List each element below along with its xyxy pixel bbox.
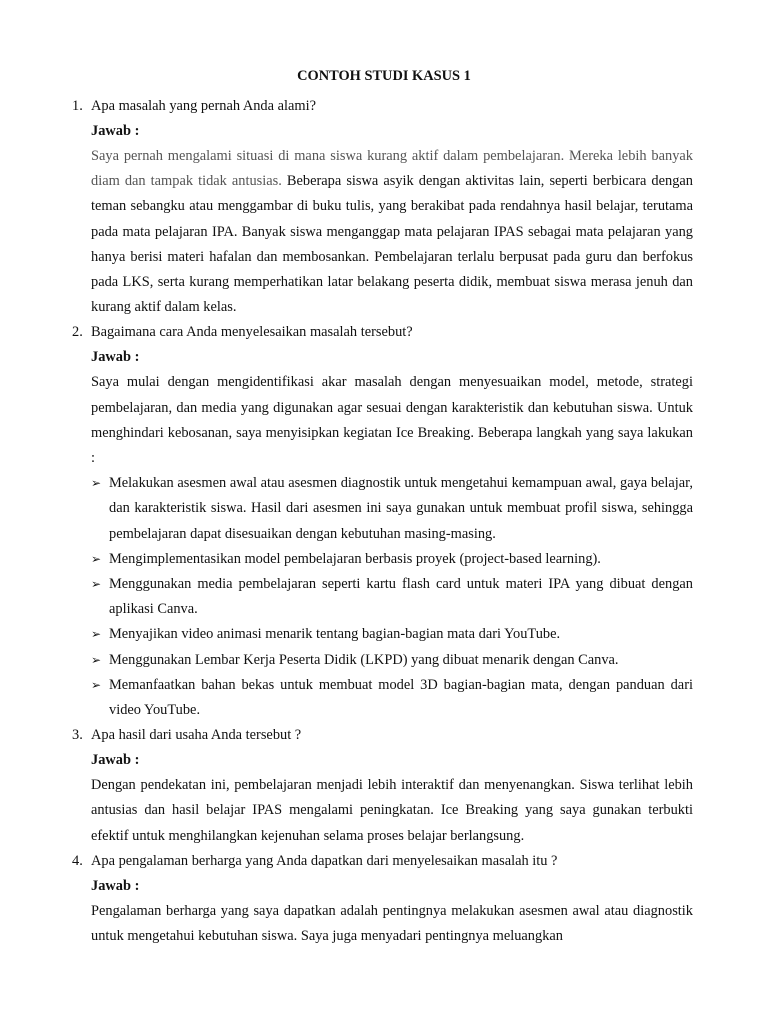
question-text: Apa hasil dari usaha Anda tersebut ? (91, 727, 302, 744)
answer-1 (0, 144, 693, 320)
list-item-text: Memanfaatkan bahan bekas untuk membuat model 3D bagian-bagian mata, dengan panduan dari video YouTube. (109, 676, 693, 719)
answer-3: Dengan pendekatan ini, pembelajaran menjadi lebih interaktif dan menyenangkan. Siswa terlihat lebih antusias dan hasil belajar IPAS mengalami peningkatan. Ice Breaking yang saya gunakan terbukti efektif untuk menghilangkan kejenuhan selama proses belajar berlangsung. (91, 777, 693, 844)
answer-1-body: Beberapa siswa asyik dengan aktivitas lain, seperti berbicara dengan teman sebangku atau menggambar di buku tulis, yang berakibat pada rendahnya hasil belajar, terutama pada mata pelajaran IPA. Banyak siswa menganggap mata pelajaran IPAS sebagai mata pelajaran yang hanya berisi materi hafalan dan membosankan. Pembelajaran terlalu berpusat pada guru dan berfokus pada LKS, serta kurang memperhatikan latar belakang peserta didik, membuat siswa merasa jenuh dan kurang aktif dalam kelas. (91, 173, 693, 316)
question-4 (0, 849, 693, 874)
document-content (0, 94, 768, 949)
arrow-bullet-icon: ➢ (91, 476, 102, 491)
list-item-text: Mengimplementasikan model pembelajaran berbasis proyek (project-based learning). (109, 550, 601, 567)
list-item-text: Menyajikan video animasi menarik tentang bagian-bagian mata dari YouTube. (109, 626, 561, 643)
question-text: Bagaimana cara Anda menyelesaikan masalah tersebut? (91, 324, 413, 341)
document-title: CONTOH STUDI KASUS 1 (297, 68, 471, 84)
answer-label: Jawab : (91, 877, 140, 894)
question-2 (0, 320, 693, 345)
list-item (0, 648, 693, 673)
question-number: 1. (72, 98, 83, 114)
answer-4: Pengalaman berharga yang saya dapatkan adalah pentingnya melakukan asesmen awal atau diagnostik untuk mengetahui kebutuhan siswa. Saya juga menyadari pentingnya meluangkan (91, 902, 693, 945)
list-item-text: Menggunakan Lembar Kerja Peserta Didik (LKPD) yang dibuat menarik dengan Canva. (109, 651, 619, 668)
question-number: 3. (72, 727, 83, 744)
list-item (0, 622, 693, 647)
question-text: Apa pengalaman berharga yang Anda dapatkan dari menyelesaikan masalah itu ? (91, 852, 558, 869)
answer-label: Jawab : (91, 123, 140, 139)
question-number: 4. (72, 852, 83, 869)
arrow-bullet-icon: ➢ (91, 677, 102, 692)
list-item-text: Melakukan asesmen awal atau asesmen diagnostik untuk mengetahui kemampuan awal, gaya belajar, dan karakteristik siswa. Hasil dari asesmen ini saya gunakan untuk membuat profil siswa, sehingga pembelajaran dapat disesuaikan dengan kebutuhan masing-masing. (109, 475, 693, 542)
steps-list (0, 471, 768, 723)
arrow-bullet-icon: ➢ (91, 551, 102, 566)
arrow-bullet-icon: ➢ (91, 577, 102, 592)
answer-label: Jawab : (91, 349, 140, 366)
question-text: Apa masalah yang pernah Anda alami? (91, 98, 316, 114)
list-item (0, 673, 693, 723)
question-3 (0, 723, 693, 748)
answer-1-intro: Saya pernah mengalami situasi di mana siswa kurang aktif dalam pembelajaran. Mereka lebih banyak diam dan tampak tidak antusias. (91, 148, 693, 190)
question-1 (0, 94, 693, 119)
list-item-text: Menggunakan media pembelajaran seperti kartu flash card untuk materi IPA yang dibuat dengan aplikasi Canva. (109, 576, 693, 618)
list-item (0, 572, 693, 622)
arrow-bullet-icon: ➢ (91, 627, 102, 642)
arrow-bullet-icon: ➢ (91, 652, 102, 667)
list-item (0, 547, 693, 572)
list-item (0, 471, 693, 547)
answer-label: Jawab : (91, 752, 140, 769)
answer-2: Saya mulai dengan mengidentifikasi akar masalah dengan menyesuaikan model, metode, strategi pembelajaran, dan media yang digunakan agar sesuai dengan karakteristik dan kebutuhan siswa. Untuk menghindari kebosanan, saya menyisipkan kegiatan Ice Breaking. Beberapa langkah yang saya lakukan : (91, 374, 693, 467)
question-number: 2. (72, 324, 83, 341)
